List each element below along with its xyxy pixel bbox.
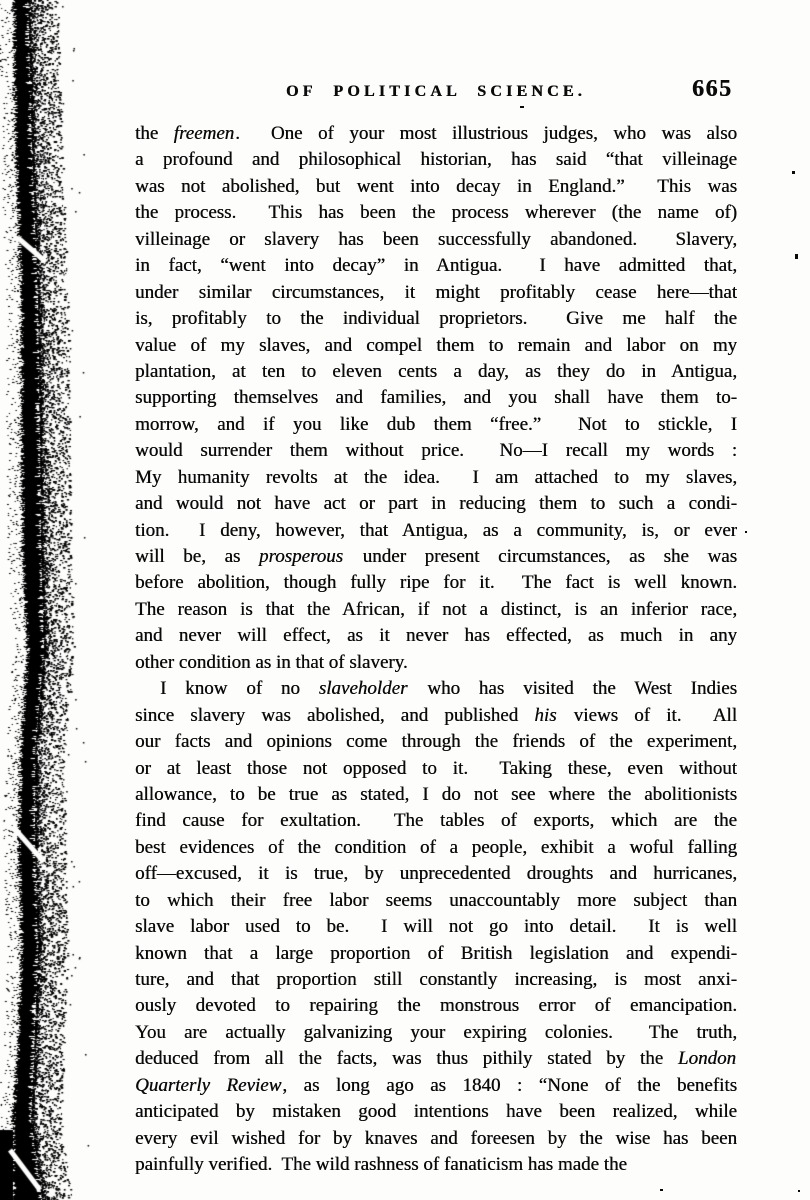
text-line: allowance, to be true as stated, I do not see where the abolitionists <box>135 783 737 805</box>
text-line: painfully verified. The wild rashness of fanaticism has made the <box>135 1154 627 1176</box>
page-body <box>135 121 737 1179</box>
text-line: will be, as prosperous under present circumstances, as she was <box>135 546 737 567</box>
text-line: every evil wished for by knaves and foreesen by the wise has been <box>135 1127 737 1149</box>
text-line: is, profitably to the individual proprietors. Give me half the <box>135 308 737 330</box>
text-line: plantation, at ten to eleven cents a day, as they do in Antigua, <box>135 360 737 382</box>
text-line: ture, and that proportion still constantly increasing, is most anxi- <box>135 969 737 990</box>
text-line: My humanity revolts at the idea. I am attached to my slaves, <box>135 466 737 488</box>
ink-speck <box>745 531 747 533</box>
text-line: tion. I deny, however, that Antigua, as a community, is, or ever <box>135 519 737 541</box>
text-line: would surrender them without price. No—I recall my words : <box>135 440 737 462</box>
text-line: deduced from all the facts, was thus pithily stated by the London <box>135 1048 736 1070</box>
binding-shadow-artifact <box>0 0 120 1200</box>
text-line: villeinage or slavery has been successfully abandoned. Slavery, <box>135 228 737 250</box>
ink-speck <box>798 1190 800 1192</box>
text-line: and would not have act or part in reducing them to such a condi- <box>135 493 737 515</box>
text-line: You are actually galvanizing your expiring colonies. The truth, <box>135 1021 737 1043</box>
ink-speck <box>795 254 798 259</box>
ink-speck <box>520 106 524 108</box>
text-line: off—excused, it is true, by unprecedented droughts and hurricanes, <box>135 863 737 885</box>
text-line: morrow, and if you like dub them “free.” Not to stickle, I <box>135 413 737 435</box>
text-line: find cause for exultation. The tables of exports, which are the <box>135 810 737 832</box>
text-line: or at least those not opposed to it. Taking these, even without <box>135 757 737 779</box>
text-line: before abolition, though fully ripe for it. The fact is well known. <box>135 572 737 594</box>
text-line: other condition as in that of slavery. <box>135 651 408 673</box>
text-line: value of my slaves, and compel them to remain and labor on my <box>135 334 737 356</box>
text-line: under similar circumstances, it might profitably cease here—that <box>135 281 737 303</box>
text-line: and never will effect, as it never has effected, as much in any <box>135 625 737 647</box>
text-line: in fact, “went into decay” in Antigua. I have admitted that, <box>135 255 737 277</box>
text-line: since slavery was abolished, and published his views of it. All <box>135 704 737 726</box>
text-line: best evidences of the condition of a people, exhibit a woful falling <box>135 836 737 858</box>
text-line: supporting themselves and families, and you shall have them to- <box>135 387 737 409</box>
text-line: a profound and philosophical historian, has said “that villeinage <box>135 149 737 171</box>
text-line: anticipated by mistaken good intentions have been realized, while <box>135 1101 737 1123</box>
text-line: to which their free labor seems unaccountably more subject than <box>135 889 737 911</box>
text-line: known that a large proportion of British legislation and expendi- <box>135 942 737 964</box>
text-line: I know of no slaveholder who has visited the West Indies <box>160 678 737 700</box>
running-head-title: OF POLITICAL SCIENCE. <box>286 83 586 100</box>
ink-speck <box>660 1189 663 1191</box>
text-line: was not abolished, but went into decay in England.” This was <box>135 175 737 197</box>
text-line: The reason is that the African, if not a distinct, is an inferior race, <box>135 598 737 620</box>
text-line: our facts and opinions come through the friends of the experiment, <box>135 731 737 753</box>
ink-speck <box>792 171 795 174</box>
text-line: Quarterly Review, as long ago as 1840 : “None of the benefits <box>135 1074 737 1096</box>
text-line: the freemen. One of your most illustrious judges, who was also <box>135 123 737 144</box>
page-number: 665 <box>692 76 733 102</box>
text-line: slave labor used to be. I will not go into detail. It is well <box>135 916 737 938</box>
text-line: ously devoted to repairing the monstrous error of emancipation. <box>135 995 737 1017</box>
text-line: the process. This has been the process wherever (the name of) <box>135 202 737 224</box>
